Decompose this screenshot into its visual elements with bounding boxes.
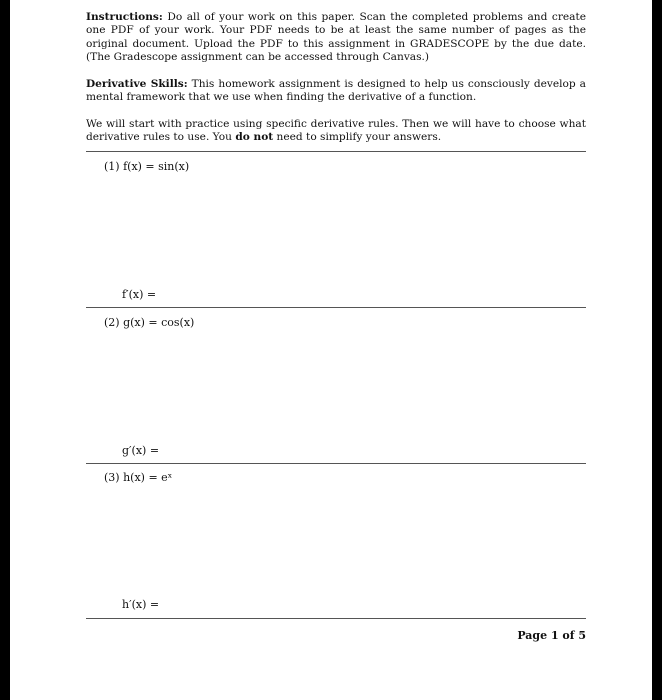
problem-1-answer-label: f′(x) = (122, 288, 157, 301)
problem-3-answer-label: h′(x) = (122, 598, 160, 611)
derivative-skills-text: This homework assignment is designed to help us consciously develop a mental framework that we use when finding the derivative of a function. (86, 78, 587, 104)
derivative-skills-label: Derivative Skills: (86, 78, 188, 90)
instructions-text: Do all of your work on this paper. Scan the completed problems and create one PDF of your work. Your PDF needs to be at least the same number of pages as the original document. Upload the PDF to this assignment in GRADESCOPE by the due date. (The Gradescope assignment can be accessed through Canvas.) (86, 11, 586, 64)
divider-rule (86, 463, 586, 464)
practice-paragraph (86, 118, 586, 145)
problem-2-answer-label: g′(x) = (122, 444, 160, 457)
divider-rule (86, 307, 586, 308)
instructions-label: Instructions: (86, 11, 163, 23)
practice-text-after: need to simplify your answers. (276, 131, 442, 144)
instructions-paragraph (86, 11, 586, 65)
practice-text-before: We will start with practice using specific derivative rules. Then we will have to choose what derivative rules to use. You (86, 118, 586, 144)
problem-3-label: (3) h(x) = eˣ (104, 471, 173, 484)
document-page (10, 0, 652, 700)
problem-1-label: (1) f(x) = sin(x) (104, 160, 190, 173)
divider-rule (86, 618, 586, 619)
divider-rule (86, 151, 586, 152)
derivative-skills-paragraph (86, 78, 586, 105)
page-number: Page 1 of 5 (517, 629, 586, 642)
problem-2-label: (2) g(x) = cos(x) (104, 316, 195, 329)
practice-emphasis: do not (235, 131, 274, 144)
